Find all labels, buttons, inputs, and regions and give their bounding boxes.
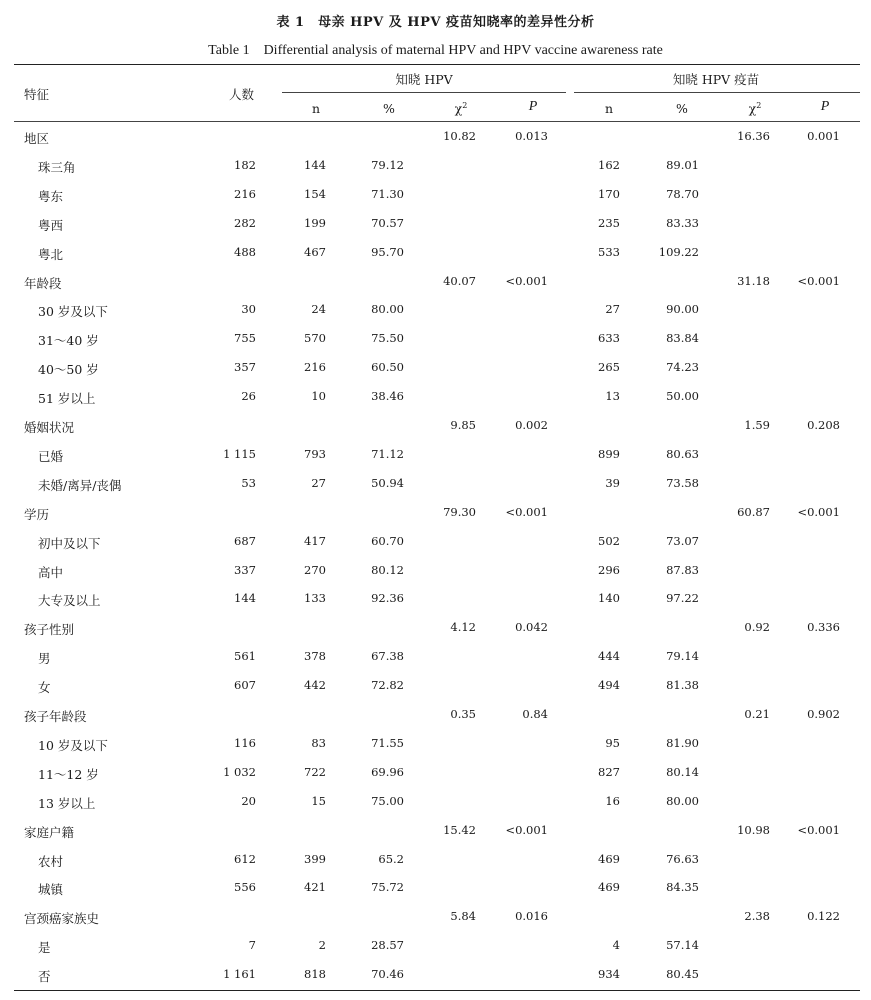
cell-vac-p: 0.336 bbox=[807, 620, 840, 635]
table-row bbox=[0, 296, 871, 325]
table-row bbox=[0, 874, 871, 903]
cell-hpv-n: 378 bbox=[304, 649, 326, 664]
cell-hpv-pct: 28.57 bbox=[371, 938, 404, 953]
cell-hpv-pct: 71.55 bbox=[371, 735, 404, 750]
cell-vac-n: 444 bbox=[598, 649, 620, 664]
cell-hpv-pct: 72.82 bbox=[371, 678, 404, 693]
cell-count: 1 115 bbox=[223, 446, 256, 461]
cell-hpv-chi: 9.85 bbox=[450, 418, 476, 432]
cell-hpv-n: 818 bbox=[304, 967, 326, 982]
cell-vac-pct: 73.58 bbox=[666, 475, 699, 490]
cell-count: 7 bbox=[248, 938, 256, 953]
row-label: 男 bbox=[38, 651, 51, 667]
table-group-row bbox=[0, 817, 871, 846]
cell-count: 607 bbox=[234, 678, 256, 693]
table-row bbox=[0, 354, 871, 383]
top-rule bbox=[14, 64, 860, 65]
cell-vac-n: 95 bbox=[605, 735, 620, 750]
table-row bbox=[0, 643, 871, 672]
cell-count: 1 161 bbox=[223, 967, 256, 982]
cell-vac-chi: 31.18 bbox=[737, 273, 770, 288]
cell-count: 687 bbox=[234, 533, 256, 548]
row-label: 女 bbox=[38, 680, 51, 696]
header-hpv-n: n bbox=[311, 101, 321, 116]
table-row bbox=[0, 759, 871, 788]
row-label: 粤北 bbox=[38, 246, 64, 262]
cell-vac-pct: 81.38 bbox=[666, 678, 699, 693]
cell-vac-n: 4 bbox=[612, 938, 620, 953]
cell-hpv-pct: 71.30 bbox=[371, 186, 404, 201]
cell-vac-pct: 78.70 bbox=[666, 186, 699, 201]
table-group-row bbox=[0, 268, 871, 297]
cell-vac-chi: 16.36 bbox=[737, 129, 770, 143]
row-label: 否 bbox=[38, 969, 51, 985]
table-row bbox=[0, 730, 871, 759]
cell-count: 116 bbox=[234, 735, 256, 750]
table-row bbox=[0, 788, 871, 817]
cell-vac-pct: 50.00 bbox=[666, 389, 699, 404]
cell-vac-pct: 57.14 bbox=[666, 938, 699, 953]
row-label: 婚姻状况 bbox=[24, 420, 75, 435]
cell-hpv-n: 442 bbox=[304, 678, 326, 693]
table-row bbox=[0, 181, 871, 210]
row-label: 年龄段 bbox=[24, 275, 62, 291]
table-row bbox=[0, 585, 871, 614]
cell-vac-pct: 80.45 bbox=[666, 967, 699, 982]
cell-vac-pct: 87.83 bbox=[666, 562, 699, 577]
table-row bbox=[0, 961, 871, 990]
cell-vac-n: 633 bbox=[598, 331, 620, 346]
cell-hpv-chi: 15.42 bbox=[443, 822, 476, 837]
table-group-row bbox=[0, 499, 871, 528]
cell-vac-chi: 2.38 bbox=[744, 909, 770, 924]
table-row bbox=[0, 239, 871, 268]
cell-hpv-chi: 40.07 bbox=[443, 273, 476, 288]
table-row bbox=[0, 470, 871, 499]
cell-hpv-pct: 79.12 bbox=[371, 157, 404, 172]
cell-vac-n: 469 bbox=[598, 880, 620, 895]
cell-vac-pct: 80.00 bbox=[666, 793, 699, 808]
cell-hpv-n: 10 bbox=[311, 389, 326, 404]
cell-hpv-p: <0.001 bbox=[505, 504, 548, 519]
table-group-row bbox=[0, 412, 871, 441]
cell-vac-pct: 83.84 bbox=[666, 331, 699, 346]
cell-hpv-n: 133 bbox=[304, 591, 326, 606]
cell-count: 216 bbox=[234, 186, 256, 201]
cell-vac-p: 0.001 bbox=[807, 129, 840, 143]
cell-hpv-pct: 71.12 bbox=[371, 446, 404, 461]
row-label: 珠三角 bbox=[38, 159, 76, 175]
row-label: 宫颈癌家族史 bbox=[24, 911, 100, 927]
cell-vac-p: <0.001 bbox=[797, 504, 840, 519]
cell-hpv-n: 2 bbox=[318, 938, 326, 953]
cell-count: 1 032 bbox=[223, 764, 256, 779]
cell-vac-n: 140 bbox=[598, 591, 620, 606]
cell-vac-n: 494 bbox=[598, 678, 620, 693]
cell-vac-n: 502 bbox=[598, 533, 620, 548]
header-vac-p: P bbox=[820, 99, 830, 114]
cell-vac-chi: 10.98 bbox=[737, 822, 770, 837]
row-label: 初中及以下 bbox=[38, 535, 101, 551]
table-row bbox=[0, 383, 871, 412]
table-title-cn: 表 1 母亲 HPV 及 HPV 疫苗知晓率的差异性分析 bbox=[276, 15, 595, 30]
cell-hpv-pct: 60.70 bbox=[371, 533, 404, 548]
cell-vac-n: 16 bbox=[605, 793, 620, 808]
cell-hpv-n: 144 bbox=[304, 157, 326, 172]
cell-hpv-n: 417 bbox=[304, 533, 326, 548]
cell-hpv-n: 399 bbox=[304, 851, 326, 866]
cell-hpv-pct: 92.36 bbox=[371, 591, 404, 606]
header-vac-pct: % bbox=[676, 101, 688, 116]
cell-vac-n: 899 bbox=[598, 446, 620, 461]
cell-count: 357 bbox=[234, 360, 256, 375]
header-feature: 特征 bbox=[24, 87, 50, 102]
cell-hpv-pct: 70.46 bbox=[371, 967, 404, 982]
cell-count: 30 bbox=[241, 302, 256, 317]
cell-count: 282 bbox=[234, 215, 256, 230]
cell-count: 337 bbox=[234, 562, 256, 577]
row-label: 51 岁以上 bbox=[38, 391, 96, 407]
cell-vac-pct: 89.01 bbox=[666, 157, 699, 172]
row-label: 地区 bbox=[24, 131, 50, 146]
cell-hpv-pct: 95.70 bbox=[371, 244, 404, 259]
cell-count: 556 bbox=[234, 880, 256, 895]
cell-vac-pct: 79.14 bbox=[666, 649, 699, 664]
cell-vac-pct: 74.23 bbox=[666, 360, 699, 375]
row-label: 农村 bbox=[38, 853, 64, 869]
table-row bbox=[0, 210, 871, 239]
cell-hpv-n: 467 bbox=[304, 244, 326, 259]
header-vac-n: n bbox=[604, 101, 614, 116]
table-group-row bbox=[0, 123, 871, 152]
table-row bbox=[0, 325, 871, 354]
cell-hpv-n: 270 bbox=[304, 562, 326, 577]
cell-hpv-chi: 4.12 bbox=[450, 620, 476, 635]
cell-hpv-pct: 75.00 bbox=[371, 793, 404, 808]
row-label: 10 岁及以下 bbox=[38, 737, 108, 753]
header-hpv-chi: $\chi^2$ bbox=[454, 100, 468, 116]
cell-vac-n: 27 bbox=[605, 302, 620, 317]
cell-hpv-chi: 10.82 bbox=[443, 129, 476, 143]
cell-hpv-pct: 38.46 bbox=[371, 389, 404, 404]
cell-vac-p: 0.122 bbox=[807, 909, 840, 924]
cell-vac-pct: 109.22 bbox=[658, 244, 699, 259]
table-title-en: Table 1 Differential analysis of maternal HPV and HPV vaccine awareness rate bbox=[208, 43, 663, 58]
cell-hpv-p: <0.001 bbox=[505, 273, 548, 288]
hpv-group-rule bbox=[282, 92, 566, 93]
cell-hpv-n: 154 bbox=[304, 186, 326, 201]
cell-vac-chi: 60.87 bbox=[737, 504, 770, 519]
cell-hpv-pct: 60.50 bbox=[371, 360, 404, 375]
row-label: 高中 bbox=[38, 564, 64, 580]
cell-hpv-n: 421 bbox=[304, 880, 326, 895]
cell-hpv-pct: 80.12 bbox=[371, 562, 404, 577]
row-label: 已婚 bbox=[38, 448, 64, 464]
row-label: 粤西 bbox=[38, 217, 64, 233]
cell-hpv-pct: 65.2 bbox=[378, 851, 404, 866]
cell-hpv-n: 83 bbox=[311, 735, 326, 750]
row-label: 11～12 岁 bbox=[38, 766, 99, 782]
cell-vac-n: 265 bbox=[598, 360, 620, 375]
cell-count: 144 bbox=[234, 591, 256, 606]
cell-vac-pct: 80.14 bbox=[666, 764, 699, 779]
cell-hpv-p: 0.84 bbox=[522, 707, 548, 721]
cell-hpv-n: 199 bbox=[304, 215, 326, 230]
cell-vac-pct: 73.07 bbox=[666, 533, 699, 548]
row-label: 城镇 bbox=[38, 882, 64, 898]
table-row bbox=[0, 528, 871, 557]
cell-vac-chi: 1.59 bbox=[744, 418, 770, 432]
cell-vac-pct: 80.63 bbox=[666, 446, 699, 461]
cell-count: 20 bbox=[241, 793, 256, 808]
table-group-row bbox=[0, 903, 871, 932]
header-hpv-p: P bbox=[528, 99, 538, 114]
table-row bbox=[0, 672, 871, 701]
cell-vac-n: 235 bbox=[598, 215, 620, 230]
row-label: 40～50 岁 bbox=[38, 362, 99, 378]
cell-vac-n: 170 bbox=[598, 186, 620, 201]
vaccine-group-rule bbox=[574, 92, 860, 93]
cell-vac-n: 39 bbox=[605, 475, 620, 490]
table-group-row bbox=[0, 614, 871, 643]
cell-hpv-n: 27 bbox=[311, 475, 326, 490]
cell-vac-n: 533 bbox=[598, 244, 620, 259]
cell-hpv-pct: 75.50 bbox=[371, 331, 404, 346]
header-hpv-pct: % bbox=[383, 101, 395, 116]
cell-vac-pct: 90.00 bbox=[666, 302, 699, 317]
cell-vac-pct: 84.35 bbox=[666, 880, 699, 895]
row-label: 粤东 bbox=[38, 188, 64, 204]
header-bottom-rule bbox=[14, 121, 860, 122]
table-row bbox=[0, 846, 871, 875]
row-label: 13 岁以上 bbox=[38, 795, 96, 811]
cell-hpv-pct: 67.38 bbox=[371, 649, 404, 664]
cell-hpv-pct: 75.72 bbox=[371, 880, 404, 895]
row-label: 孩子性别 bbox=[24, 622, 75, 638]
cell-count: 53 bbox=[241, 475, 256, 490]
cell-vac-n: 934 bbox=[598, 967, 620, 982]
header-vac-chi: $\chi^2$ bbox=[748, 100, 762, 116]
cell-vac-p: <0.001 bbox=[797, 822, 840, 837]
bottom-rule bbox=[14, 990, 860, 991]
cell-hpv-chi: 79.30 bbox=[443, 504, 476, 519]
cell-hpv-n: 722 bbox=[304, 764, 326, 779]
header-group-hpv: 知晓 HPV bbox=[395, 72, 453, 87]
cell-vac-n: 296 bbox=[598, 562, 620, 577]
cell-hpv-p: 0.013 bbox=[515, 129, 548, 143]
cell-hpv-pct: 69.96 bbox=[371, 764, 404, 779]
cell-hpv-n: 15 bbox=[311, 793, 326, 808]
cell-hpv-p: 0.042 bbox=[515, 620, 548, 635]
cell-vac-n: 827 bbox=[598, 764, 620, 779]
cell-hpv-pct: 80.00 bbox=[371, 302, 404, 317]
row-label: 30 岁及以下 bbox=[38, 304, 108, 320]
cell-count: 755 bbox=[234, 331, 256, 346]
table-row bbox=[0, 557, 871, 586]
cell-vac-n: 162 bbox=[598, 157, 620, 172]
cell-hpv-pct: 70.57 bbox=[371, 215, 404, 230]
cell-hpv-n: 216 bbox=[304, 360, 326, 375]
cell-vac-n: 13 bbox=[605, 389, 620, 404]
cell-count: 612 bbox=[234, 851, 256, 866]
table-group-row bbox=[0, 701, 871, 730]
header-count: 人数 bbox=[229, 87, 255, 102]
cell-hpv-p: 0.002 bbox=[515, 418, 548, 432]
row-label: 大专及以上 bbox=[38, 593, 101, 609]
row-label: 是 bbox=[38, 940, 51, 956]
header-group-vaccine: 知晓 HPV 疫苗 bbox=[672, 72, 760, 87]
cell-vac-pct: 76.63 bbox=[666, 851, 699, 866]
cell-hpv-chi: 0.35 bbox=[450, 707, 476, 721]
cell-hpv-n: 570 bbox=[304, 331, 326, 346]
cell-hpv-pct: 50.94 bbox=[371, 475, 404, 490]
row-label: 学历 bbox=[24, 506, 50, 522]
cell-count: 561 bbox=[234, 649, 256, 664]
cell-vac-n: 469 bbox=[598, 851, 620, 866]
row-label: 孩子年龄段 bbox=[24, 709, 87, 724]
cell-vac-pct: 81.90 bbox=[666, 735, 699, 750]
cell-hpv-chi: 5.84 bbox=[450, 909, 476, 924]
cell-count: 488 bbox=[234, 244, 256, 259]
cell-vac-pct: 83.33 bbox=[666, 215, 699, 230]
row-label: 家庭户籍 bbox=[24, 824, 75, 840]
row-label: 31～40 岁 bbox=[38, 333, 99, 349]
table-row bbox=[0, 441, 871, 470]
cell-vac-chi: 0.92 bbox=[744, 620, 770, 635]
cell-vac-p: 0.208 bbox=[807, 418, 840, 432]
cell-hpv-p: 0.016 bbox=[515, 909, 548, 924]
row-label: 未婚/离异/丧偶 bbox=[38, 477, 122, 493]
cell-hpv-n: 793 bbox=[304, 446, 326, 461]
cell-vac-p: <0.001 bbox=[797, 273, 840, 288]
cell-vac-p: 0.902 bbox=[807, 707, 840, 721]
cell-count: 26 bbox=[241, 389, 256, 404]
cell-hpv-n: 24 bbox=[311, 302, 326, 317]
table-row bbox=[0, 152, 871, 181]
cell-hpv-p: <0.001 bbox=[505, 822, 548, 837]
cell-vac-pct: 97.22 bbox=[666, 591, 699, 606]
table-row bbox=[0, 932, 871, 961]
cell-count: 182 bbox=[234, 157, 256, 172]
cell-vac-chi: 0.21 bbox=[744, 707, 770, 721]
